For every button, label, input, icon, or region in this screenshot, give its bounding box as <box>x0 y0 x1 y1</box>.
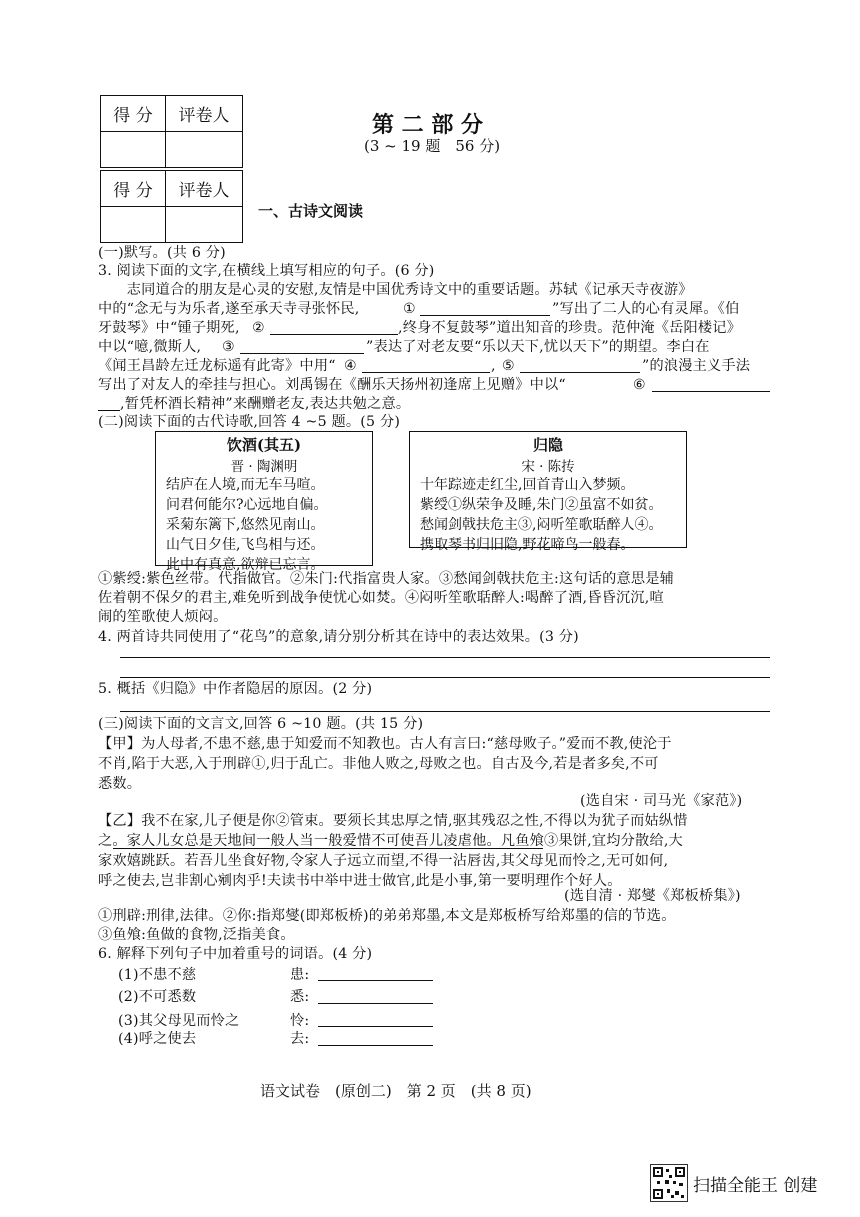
poem-box-1 <box>155 431 373 573</box>
q4-answer-line[interactable] <box>120 657 770 658</box>
q3-text: , <box>491 358 496 374</box>
blank-marker-5: ⑤ <box>502 358 515 374</box>
q6-word: 悉: <box>290 989 310 1005</box>
poem-box-2 <box>409 431 687 553</box>
passage-yi-line: 呼之使去,岂非割心剜肉乎!夫读书中举中进士做官,此是小事,第一要明理作个好人。 <box>98 873 622 889</box>
score-label: 得 分 <box>101 171 166 207</box>
answer-blank-5[interactable] <box>520 372 640 373</box>
q6-answer-blank[interactable] <box>318 980 433 981</box>
poem-line: 十年踪迹走红尘,回首青山入梦频。 <box>420 477 635 493</box>
grader-cell[interactable] <box>166 207 243 243</box>
q6-item: (3)其父母见而怜之 <box>118 1013 240 1029</box>
passage-yi-line: 【乙】我不在家,儿子便是你②管束。要须长其忠厚之情,驱其残忍之性,不得以为犹子而姑纵惜 <box>98 813 688 829</box>
part-title: 第 二 部 分 <box>372 112 483 138</box>
poem-line: 此中有真意,欲辩已忘言。 <box>166 557 325 573</box>
underlined-sentence <box>113 848 543 849</box>
poem-line: 愁闻剑戟扶危主③,闷听笙歌聒醉人④。 <box>420 517 663 533</box>
q3-text: 中以“噫,微斯人, <box>98 339 202 355</box>
answer-blank-3[interactable] <box>240 353 364 354</box>
q6-word: 去: <box>290 1031 310 1047</box>
grader-cell[interactable] <box>166 132 243 168</box>
passage-yi-line: 之。家人儿女总是天地间一般人当一般爱惜不可使吾儿凌虐他。凡鱼飧③果饼,宜均分散给,大 <box>98 833 683 849</box>
poem-line: 结庐在人境,而无车马喧。 <box>166 477 325 493</box>
page-footer: 语文试卷 (原创二) 第 2 页 (共 8 页) <box>260 1082 532 1100</box>
q3-text: 中的“念无与为乐者,遂至承天寺寻张怀民, <box>98 301 360 317</box>
q3-text: 写出了对友人的牵挂与担心。刘禹锡在《酬乐天扬州初逢席上见赠》中以“ <box>98 377 566 393</box>
answer-blank-1[interactable] <box>420 315 550 316</box>
answer-blank-4[interactable] <box>362 372 490 373</box>
q3-text-line: 志同道合的朋友是心灵的安慰,友情是中国优秀诗文中的重要话题。苏轼《记承天寺夜游》 <box>98 282 693 298</box>
section-heading: 一、古诗文阅读 <box>258 202 364 220</box>
passage-yi-line: 家欢嬉跳跃。若吾儿坐食好物,令家人子远立而望,不得一沾唇齿,其父母见而怜之,无可如何, <box>98 853 669 869</box>
q3-text: ”的浪漫主义手法 <box>642 358 751 374</box>
q3-text: ,终身不复鼓琴”道出知音的珍贵。范仲淹《岳阳楼记》 <box>398 320 742 336</box>
q3-text: ,暂凭杯酒长精神”来酬赠老友,表达共勉之意。 <box>120 396 411 412</box>
blank-marker-1: ① <box>403 301 416 317</box>
poem-author: 晋 · 陶渊明 <box>230 459 298 475</box>
score-box-1 <box>100 95 243 168</box>
q5-answer-line[interactable] <box>120 711 770 712</box>
q6-answer-blank[interactable] <box>318 1003 433 1004</box>
grader-label: 评卷人 <box>166 96 243 132</box>
passage-jia-line: 不肖,陷于大恶,入于刑辟①,归于乱亡。非他人败之,母败之也。自古及今,若是者多矣,不可 <box>98 756 659 772</box>
poem-line: 紫绶①纵荣争及睡,朱门②虽富不如贫。 <box>420 497 663 513</box>
poem-note: 佐着朝不保夕的君主,难免听到战争使忧心如焚。④闷听笙歌聒醉人:喝醉了酒,昏昏沉沉,喧 <box>98 590 664 606</box>
score-label: 得 分 <box>101 96 166 132</box>
blank-marker-4: ④ <box>344 358 357 374</box>
sub2-heading: (二)阅读下面的古代诗歌,回答 4 ~5 题。(5 分) <box>98 414 401 430</box>
poem-line: 问君何能尔?心远地自偏。 <box>166 497 328 513</box>
q3-text: 《闻王昌龄左迁龙标遥有此寄》中用“ <box>98 358 336 374</box>
grader-label: 评卷人 <box>166 171 243 207</box>
passage-jia-source: (选自宋 · 司马光《家范》) <box>580 793 743 809</box>
passage-jia-line: 悉数。 <box>98 776 142 792</box>
q4-prompt: 4. 两首诗共同使用了“花鸟”的意象,请分别分析其在诗中的表达效果。(3 分) <box>98 629 579 645</box>
poem-line: 携取琴书归旧隐,野花啼鸟一般春。 <box>420 537 635 553</box>
poem-note: ①紫绶:紫色丝带。代指做官。②朱门:代指富贵人家。③愁闻剑戟扶危主:这句话的意思是辅 <box>98 571 675 587</box>
q6-answer-blank[interactable] <box>318 1045 433 1046</box>
poem-note: 闹的笙歌使人烦闷。 <box>98 609 228 625</box>
passage-jia-line: 【甲】为人母者,不患不慈,患于知爱而不知教也。古人有言曰:“慈母败子。”爱而不教,使沦于 <box>98 736 672 752</box>
q6-word: 怜: <box>290 1013 310 1029</box>
blank-marker-2: ② <box>252 320 265 336</box>
poem-title: 饮酒(其五) <box>226 436 302 454</box>
passage-yi-source: (选自清 · 郑燮《郑板桥集》) <box>564 888 741 904</box>
score-box-2 <box>100 170 243 243</box>
answer-blank-6-cont[interactable] <box>98 410 120 411</box>
score-cell[interactable] <box>101 132 166 168</box>
poem-title: 归隐 <box>532 436 563 454</box>
q6-item: (2)不可悉数 <box>118 989 197 1005</box>
poem-author: 宋 · 陈抟 <box>521 459 575 475</box>
q3-text: ”写出了二人的心有灵犀。《伯 <box>552 301 740 317</box>
watermark-text: 扫描全能王 创建 <box>693 1176 818 1196</box>
q3-text: 牙鼓琴》中“锺子期死, <box>98 320 240 336</box>
q6-prompt: 6. 解释下列句子中加着重号的词语。(4 分) <box>98 946 373 962</box>
score-cell[interactable] <box>101 207 166 243</box>
answer-blank-2[interactable] <box>270 334 398 335</box>
q6-item: (4)呼之使去 <box>118 1031 197 1047</box>
poem-line: 采菊东篱下,悠然见南山。 <box>166 517 325 533</box>
q4-answer-line[interactable] <box>120 677 770 678</box>
passage-note: ①刑辟:刑律,法律。②你:指郑燮(即郑板桥)的弟弟郑墨,本文是郑板桥写给郑墨的信的节选。 <box>98 908 676 924</box>
q5-prompt: 5. 概括《归隐》中作者隐居的原因。(2 分) <box>98 681 373 697</box>
answer-blank-6[interactable] <box>652 391 770 392</box>
q3-text: ”表达了对老友要“乐以天下,忧以天下”的期望。李白在 <box>366 339 710 355</box>
sub3-heading: (三)阅读下面的文言文,回答 6 ~10 题。(共 15 分) <box>98 716 424 732</box>
sub1-heading: (一)默写。(共 6 分) <box>98 245 226 261</box>
q3-prompt: 3. 阅读下面的文字,在横线上填写相应的句子。(6 分) <box>98 263 435 279</box>
passage-note: ③鱼飧:鱼做的食物,泛指美食。 <box>98 927 295 943</box>
blank-marker-6: ⑥ <box>633 377 646 393</box>
part-subtitle: (3 ~ 19 题 56 分) <box>364 137 501 155</box>
qr-code-icon <box>650 1164 688 1202</box>
q6-item: (1)不患不慈 <box>118 967 197 983</box>
q6-word: 患: <box>290 967 310 983</box>
blank-marker-3: ③ <box>222 339 235 355</box>
q6-answer-blank[interactable] <box>318 1026 433 1027</box>
poem-line: 山气日夕佳,飞鸟相与还。 <box>166 537 325 553</box>
